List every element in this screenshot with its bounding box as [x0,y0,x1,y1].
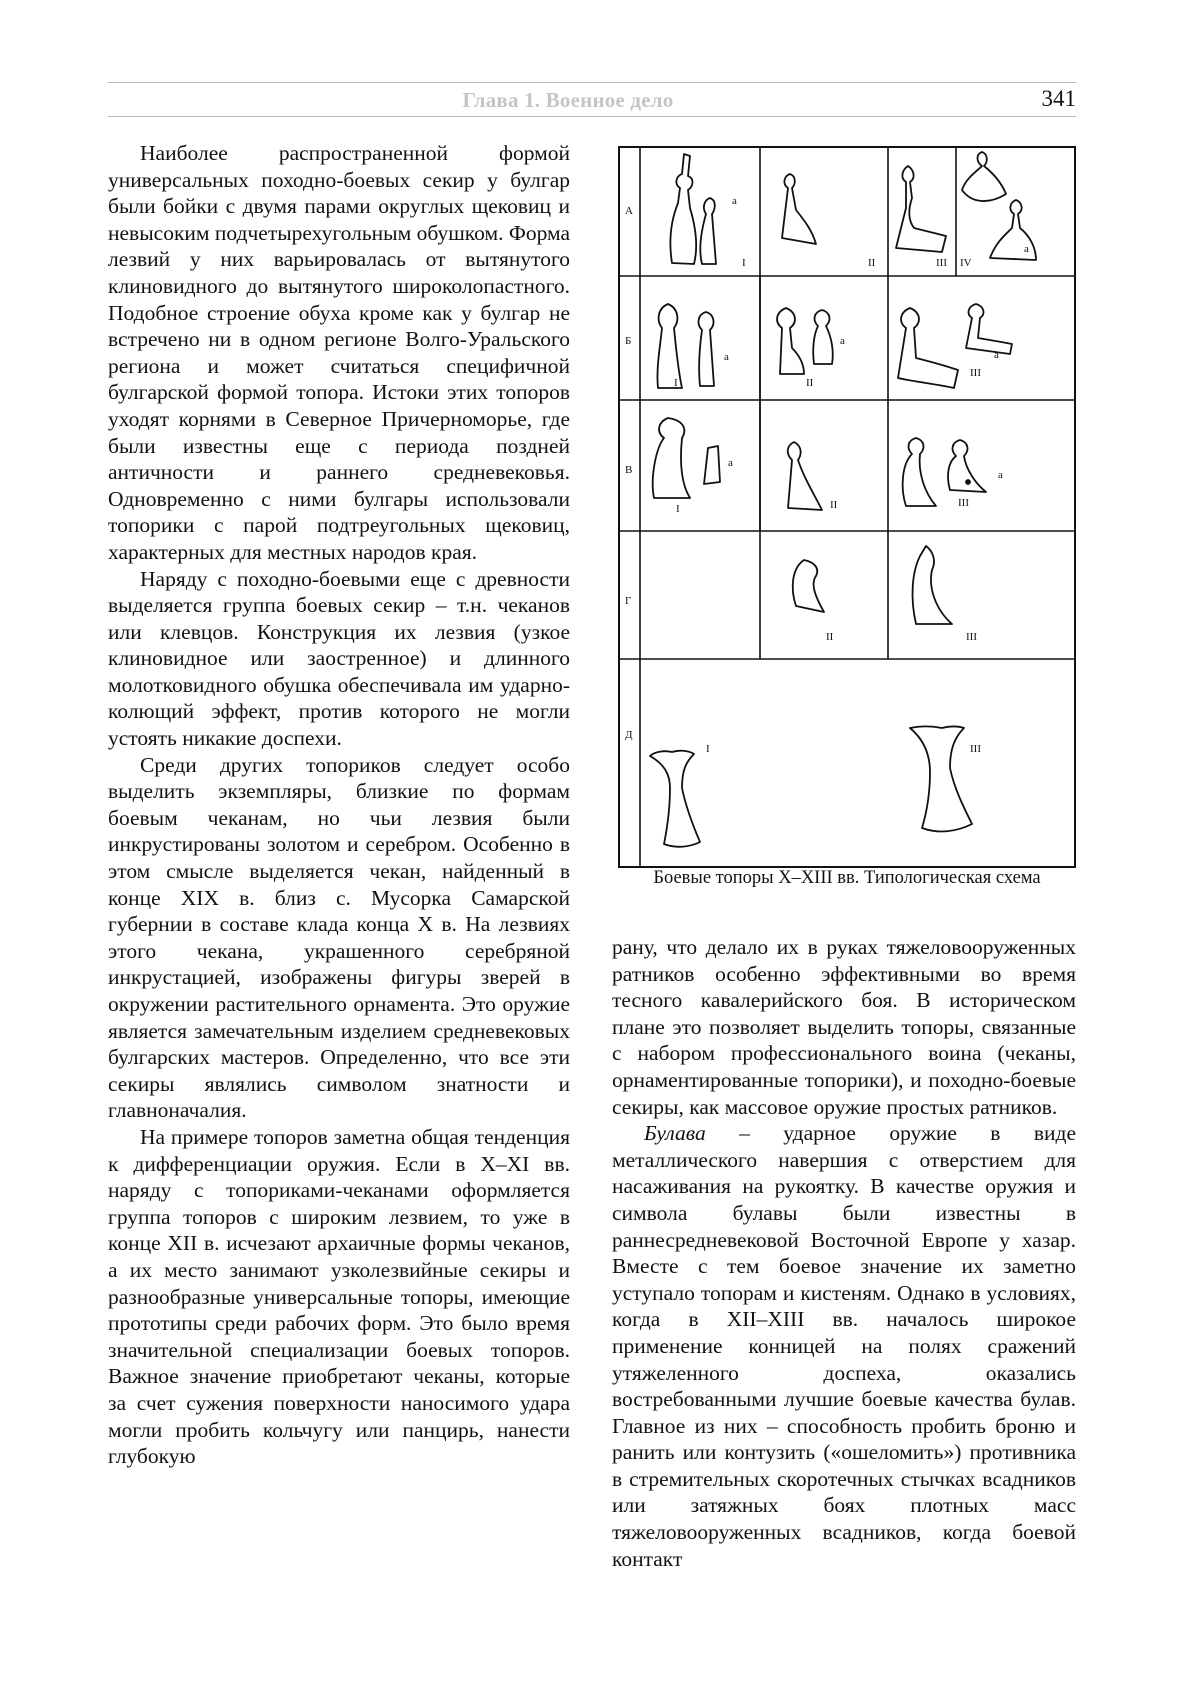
row-label: А [625,205,633,217]
figure-labels [625,195,1029,755]
cell-label: III [958,497,969,509]
row-label: В [625,464,632,476]
left-column [108,140,570,1470]
paragraph: Наиболее распространенной формой универсальных походно-боевых секир у булгар были бойки с двумя парами округлых щековиц и невысоким подчетырехугольным обушком. Форма лезвий у них варьировалась от вытянутого клиновидного до вытянутого широколопастного. Подобное строение обуха кроме как у булгар не встречено ни в одном регионе Волго-Уральского региона и может считаться специфичной булгарской формой топора. Истоки этих топоров уходят корнями в Северное Причерноморье, где были известны еще с периода поздней античности и раннего средневековья. Одновременно с ними булгары использовали топорики с парой подтреугольных щековиц, характерных для местных народов края. [108,140,570,566]
header-rule-top [108,82,1076,83]
cell-mark: а [998,469,1003,481]
cell-label: III [970,743,981,755]
cell-label: I [706,743,710,755]
running-header [108,82,1076,118]
paragraph: Наряду с походно-боевыми еще с древности выделяется группа боевых секир – т.н. чеканов или клевцов. Конструкция их лезвия (узкое клиновидное или заостренное) и длинного молотковидного обушка обеспечивала им ударно-колющий эффект, против которого не могли устоять никакие доспехи. [108,566,570,752]
term-bulava: Булава [644,1121,706,1145]
row-label: Д [625,729,633,741]
cell-label: I [674,377,678,389]
paragraph: Среди других топориков следует особо выделить экземпляры, близкие по формам боевым чеканам, но чьи лезвия были инкрустированы золотом и серебром. Особенно в этом смысле выделяется чекан, найденный в конце XIX в. близ с. Мусорка Самарской губернии в составе клада конца X в. На лезвиях этого чекана, украшенного серебряной инкрустацией, изображены фигуры зверей в окружении растительного орнамента. Это оружие является замечательным изделием средневековых булгарских мастеров. Определенно, что все эти секиры являлись символом знатности и главноначалия. [108,752,570,1124]
cell-mark: а [724,351,729,363]
row-label: Г [625,595,631,607]
figure-caption: Боевые топоры Х–XIII вв. Типологическая схема [612,866,1082,890]
cell-label: III [970,367,981,379]
row-label: Б [625,335,631,347]
cell-mark: а [1024,243,1029,255]
typology-figure [618,146,1076,868]
cell-mark: а [994,349,999,361]
cell-label: III [966,631,977,643]
paragraph [612,1120,1076,1572]
cell-mark: а [728,457,733,469]
cell-label: II [830,499,838,511]
cell-label: I [676,503,680,515]
cell-mark: а [840,335,845,347]
paragraph: На примере топоров заметна общая тенденция к дифференциации оружия. Если в X–XI вв. наряду с топориками-чеканами оформляется группа топоров с широким лезвием, то уже в конце XII в. исчезают архаичные формы чеканов, а их место занимают узколезвийные секиры и разнообразные универсальные топоры, имеющие прототипы среди рабочих форм. Это было время значительной специализации боевых топоров. Важное значение приобретают чеканы, которые за счет сужения поверхности наносимого удара могли пробить кольчугу или панцирь, нанести глубокую [108,1124,570,1470]
cell-label: III [936,257,947,269]
cell-label: II [806,377,814,389]
paragraph: рану, что делало их в руках тяжеловооруженных ратников особенно эффективными во время тесного кавалерийского боя. В историческом плане это позволяет выделить топоры, связанные с набором профессионального воина (чеканы, орнаментированные топорики), и походно-боевые секиры, как массовое оружие простых ратников. [612,934,1076,1120]
cell-mark: а [732,195,737,207]
paragraph-text: – ударное оружие в виде металлического навершия с отверстием для насаживания на рукоятку. В качестве оружия и символа булавы были известны в раннесредневековой Восточной Европе у хазар. Вместе с тем боевое значение их заметно уступало топорам и кистеням. Однако в условиях, когда в XII–XIII вв. началось широкое применение конницей на полях сражений утяжеленного доспеха, оказались востребованными лучшие боевые качества булав. Главное из них – способность пробить броню и ранить или контузить («ошеломить») противника в стремительных скоротечных стычках всадников или затяжных боях плотных масс тяжеловооруженных всадников, когда боевой контакт [612,1121,1076,1571]
right-column [612,934,1076,1572]
cell-label: I [742,257,746,269]
cell-label: II [868,257,876,269]
axe-typology-drawing [620,148,1074,866]
page-number: 341 [1042,86,1077,112]
cell-label: IV [960,257,972,269]
cell-label: II [826,631,834,643]
header-rule-bottom [108,116,1076,117]
chapter-title: Глава 1. Военное дело [108,88,1028,113]
